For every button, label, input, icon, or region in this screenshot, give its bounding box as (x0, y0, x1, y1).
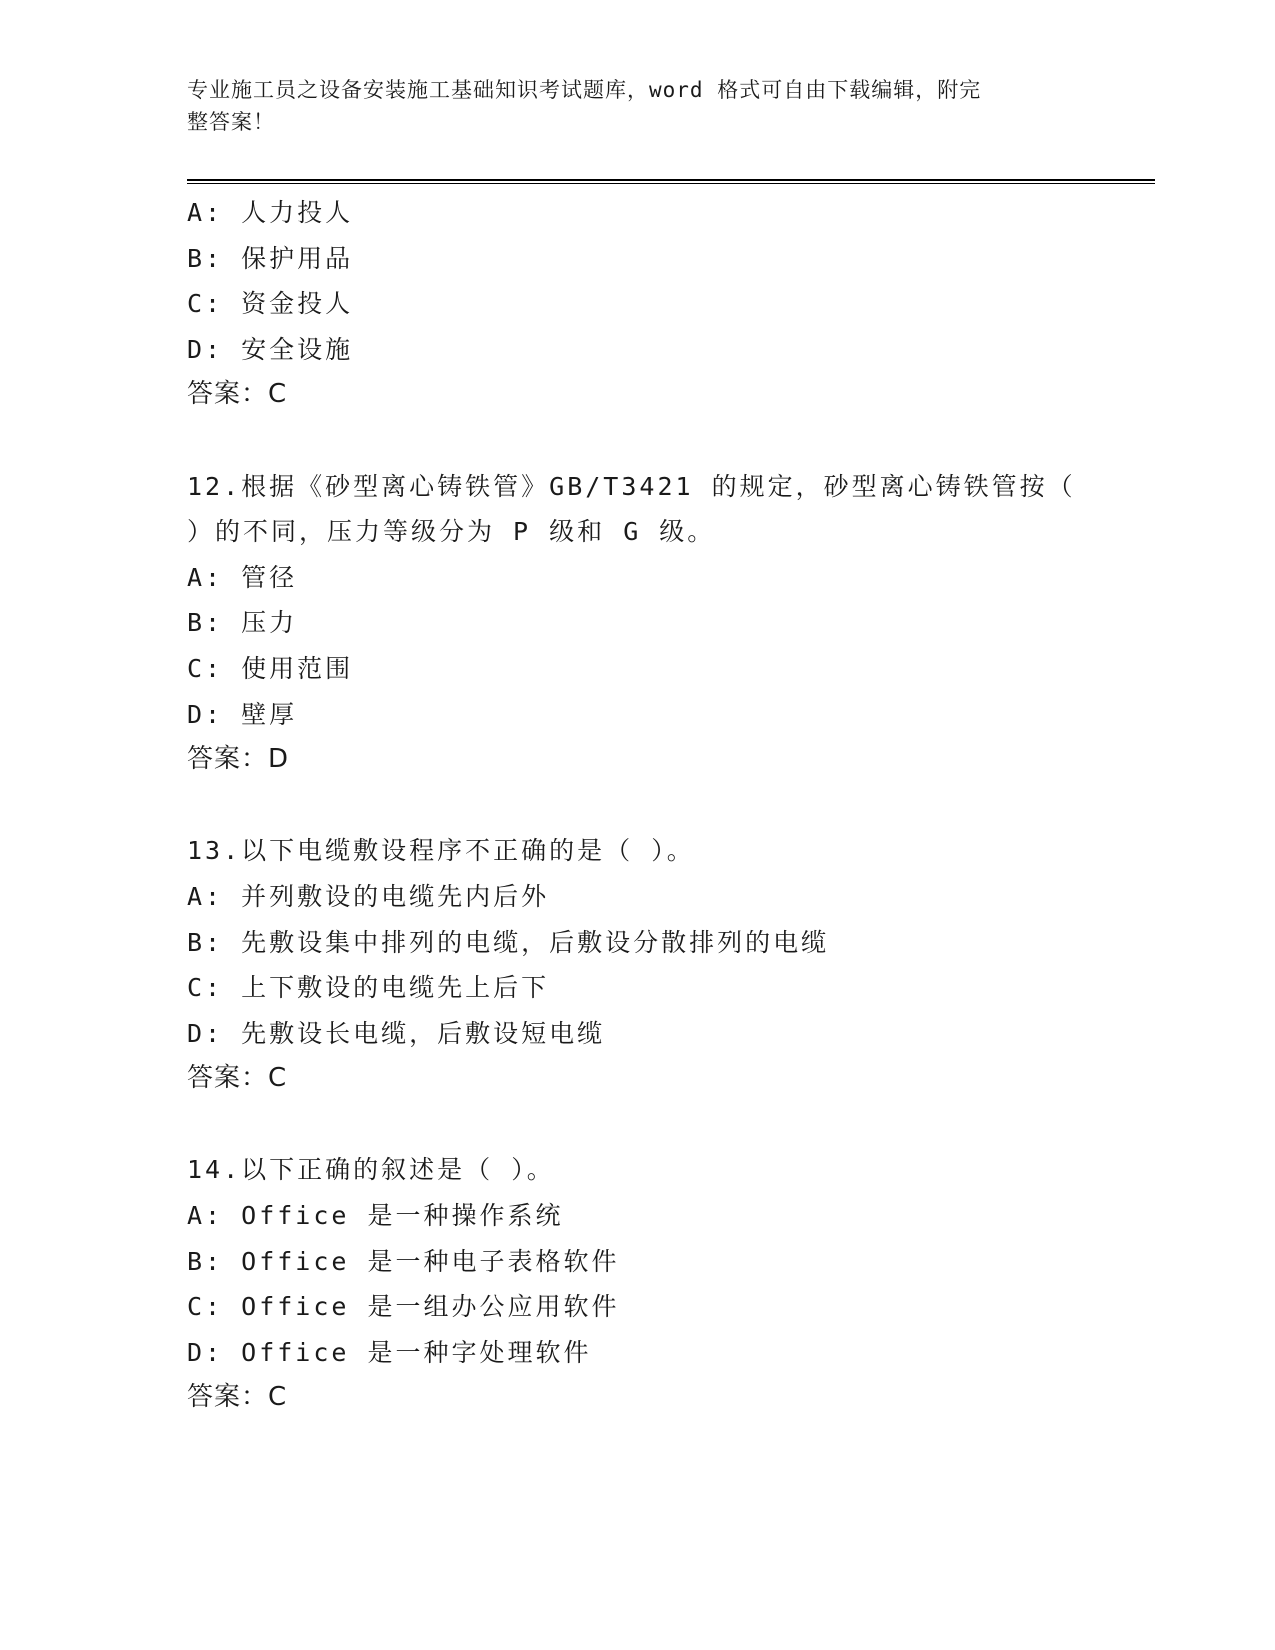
header-line-2: 整答案！ (187, 110, 275, 134)
option-a: A: 管径 (187, 562, 298, 592)
option-c: C: Office 是一组办公应用软件 (187, 1292, 620, 1322)
answer: 答案：C (187, 1382, 288, 1413)
option-c: C: 上下敷设的电缆先上后下 (187, 973, 550, 1003)
question-stem: 14.以下正确的叙述是（ ）。 (187, 1155, 555, 1185)
document-header (187, 74, 1067, 138)
option-c: C: 资金投人 (187, 289, 354, 319)
option-d: D: 壁厚 (187, 699, 298, 729)
option-d: D: Office 是一种字处理软件 (187, 1337, 592, 1367)
question-stem: 12.根据《砂型离心铸铁管》GB/T3421 的规定，砂型离心铸铁管按（ (187, 471, 1076, 501)
option-a: A: 人力投人 (187, 198, 354, 227)
option-b: B: Office 是一种电子表格软件 (187, 1246, 620, 1276)
question-14 (187, 1147, 1087, 1421)
header-divider-thick (187, 179, 1155, 181)
answer: 答案：C (187, 379, 288, 410)
answer: 答案：D (187, 744, 290, 775)
option-b: B: 先敷设集中排列的电缆，后敷设分散排列的电缆 (187, 927, 830, 957)
option-d: D: 先敷设长电缆，后敷设短电缆 (187, 1018, 606, 1048)
header-divider-thin (187, 183, 1155, 184)
option-d: D: 安全设施 (187, 334, 354, 364)
option-a: A: Office 是一种操作系统 (187, 1201, 564, 1231)
spacer (187, 1102, 1087, 1148)
answer: 答案：C (187, 1063, 288, 1094)
spacer (187, 418, 1087, 464)
header-line-1: 专业施工员之设备安装施工基础知识考试题库，word 格式可自由下载编辑，附完 (187, 78, 982, 102)
question-13 (187, 828, 1087, 1102)
option-c: C: 使用范围 (187, 653, 354, 683)
option-a: A: 并列敷设的电缆先内后外 (187, 881, 550, 911)
question-12 (187, 464, 1087, 783)
option-b: B: 保护用品 (187, 243, 354, 273)
spacer (187, 783, 1087, 829)
option-b: B: 压力 (187, 608, 298, 638)
question-list (187, 190, 1087, 1421)
question-11 (187, 190, 1087, 418)
question-stem: 13.以下电缆敷设程序不正确的是（ ）。 (187, 836, 695, 866)
question-stem-cont: ）的不同，压力等级分为 P 级和 G 级。 (187, 517, 716, 547)
